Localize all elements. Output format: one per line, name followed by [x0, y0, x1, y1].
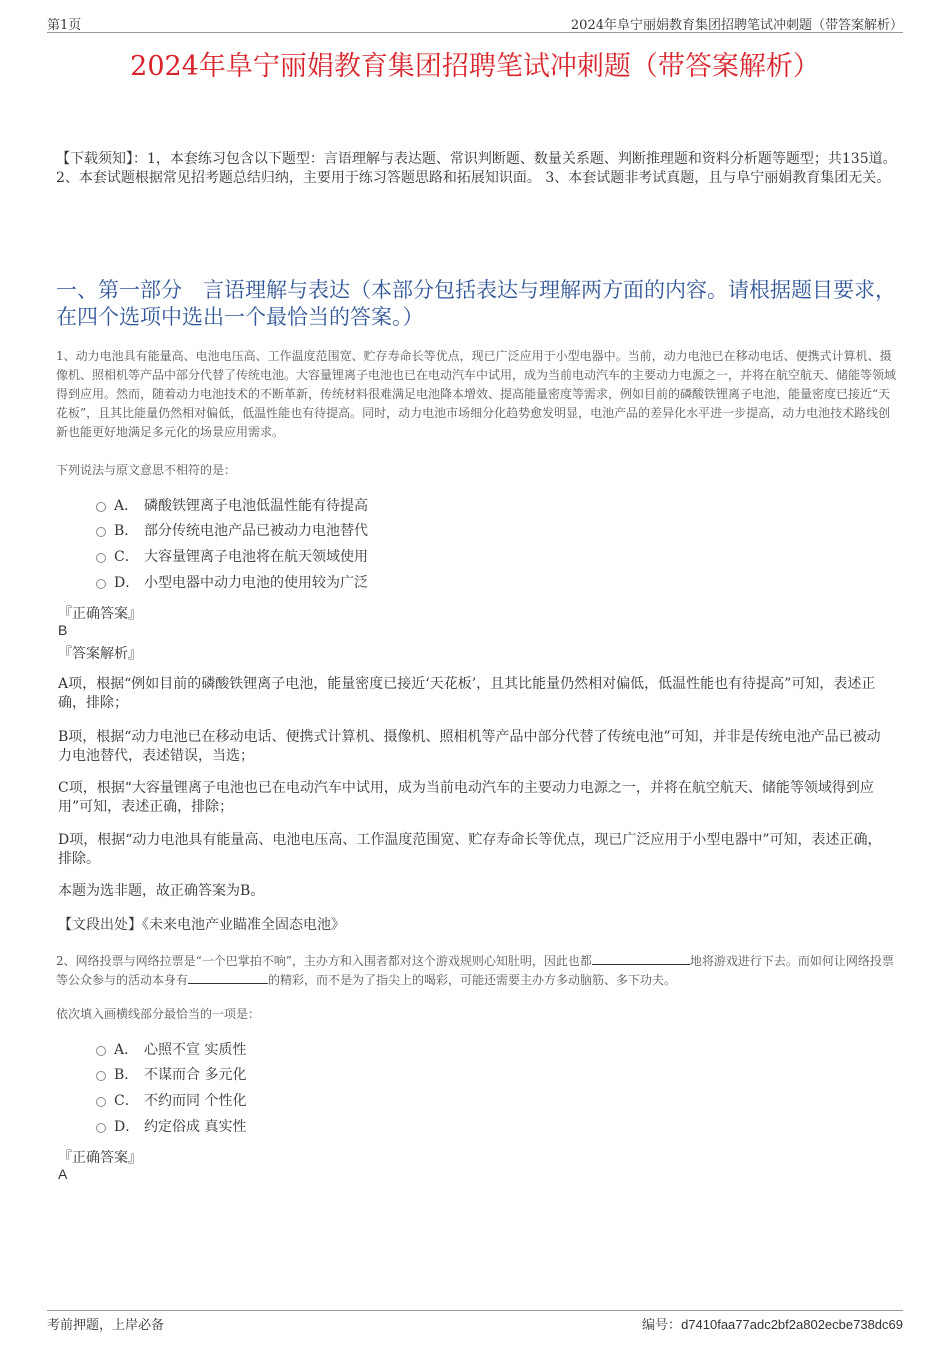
q2-passage-part3: 的精彩，而不是为了指尖上的喝彩，可能还需要主办方多动脑筋、多下功夫。 [268, 973, 677, 987]
q1-analysis-a: A项，根据“例如目前的磷酸铁锂离子电池，能量密度已接近‘天花板’，且其比能量仍然相对偏低，低温性能也有待提高”可知，表述正确，排除； [58, 676, 876, 711]
option-text: 不约而同 个性化 [144, 1093, 247, 1109]
q1-answer: B [58, 622, 68, 638]
option-text: 部分传统电池产品已被动力电池替代 [144, 523, 368, 539]
header-divider [47, 32, 903, 33]
radio-icon[interactable] [96, 1046, 106, 1056]
q1-option-b[interactable] [96, 521, 368, 541]
radio-icon[interactable] [96, 553, 106, 563]
footer-divider [47, 1310, 903, 1311]
option-text: 磷酸铁锂离子电池低温性能有待提高 [144, 498, 368, 514]
q2-option-c[interactable] [96, 1091, 246, 1111]
q2-question: 依次填入画横线部分最恰当的一项是： [56, 1007, 261, 1021]
q1-question: 下列说法与原文意思不相符的是： [56, 463, 237, 477]
option-text: 心照不宣 实质性 [144, 1042, 247, 1058]
footer-code-label: 编号： [642, 1318, 682, 1333]
option-text: 不谋而合 多元化 [144, 1067, 247, 1083]
option-letter: C． [114, 1093, 139, 1109]
radio-icon[interactable] [96, 1071, 106, 1081]
radio-icon[interactable] [96, 502, 106, 512]
option-letter: B． [114, 523, 139, 539]
option-letter: D． [114, 1119, 140, 1135]
q2-answer-label: 『正确答案』 [58, 1150, 142, 1166]
q1-answer-label: 『正确答案』 [58, 606, 142, 622]
section-heading: 一、第一部分 言语理解与表达（本部分包括表达与理解两方面的内容。请根据题目要求，在四个选项中选出一个最恰当的答案。） [56, 278, 896, 329]
q2-passage-part2: 地将游戏进行下去。而如何让网络投票等公众参与的活动本身有 [56, 954, 894, 987]
radio-icon[interactable] [96, 1097, 106, 1107]
q2-passage-part1: 2、网络投票与网络拉票是“一个巴掌拍不响”，主办方和入围者都对这个游戏规则心知肚明，因此也都 [56, 954, 592, 968]
footer-slogan: 考前押题，上岸必备 [47, 1318, 165, 1333]
radio-icon[interactable] [96, 527, 106, 537]
q2-answer: A [58, 1166, 68, 1182]
footer-code-value: d7410faa77adc2bf2a802ecbe738dc69 [681, 1317, 903, 1332]
q1-option-c[interactable] [96, 547, 368, 567]
download-notice: 【下载须知】：1，本套练习包含以下题型：言语理解与表达题、常识判断题、数量关系题、判断推理题和资料分析题等题型；共135道。 2、本套试题根据常见招考题总结归纳，主要用于练习答题思路和拓展知识面。 3、本套试题非考试真题，且与阜宁丽娟教育集团无关。 [56, 151, 897, 186]
q2-option-d[interactable] [96, 1117, 246, 1137]
q1-source: 【文段出处】《未来电池产业瞄准全固态电池》 [58, 917, 345, 933]
q1-option-d[interactable] [96, 573, 368, 593]
q2-blank-2 [188, 971, 268, 984]
q1-conclusion: 本题为选非题，故正确答案为B。 [58, 883, 265, 899]
q2-option-a[interactable] [96, 1040, 246, 1060]
option-letter: C． [114, 549, 139, 565]
option-text: 约定俗成 真实性 [144, 1119, 247, 1135]
option-text: 大容量锂离子电池将在航天领域使用 [144, 549, 368, 565]
option-letter: A． [114, 498, 139, 514]
q2-passage [56, 952, 902, 990]
q1-analysis-d: D项，根据“动力电池具有能量高、电池电压高、工作温度范围宽、贮存寿命长等优点，现已广泛应用于小型电器中”可知，表述正确，排除。 [58, 832, 882, 867]
radio-icon[interactable] [96, 579, 106, 589]
page-title: 2024年阜宁丽娟教育集团招聘笔试冲刺题（带答案解析） [130, 51, 820, 82]
q1-option-a[interactable] [96, 496, 368, 516]
radio-icon[interactable] [96, 1123, 106, 1133]
option-letter: B． [114, 1067, 139, 1083]
q1-analysis-c: C项，根据“大容量锂离子电池也已在电动汽车中试用，成为当前电动汽车的主要动力电源之一，并将在航空航天、储能等领域得到应用”可知，表述正确，排除； [58, 780, 874, 815]
header-doc-title: 2024年阜宁丽娟教育集团招聘笔试冲刺题（带答案解析） [570, 18, 903, 33]
option-letter: D． [114, 575, 140, 591]
q1-analysis-label: 『答案解析』 [58, 646, 142, 662]
option-letter: A． [114, 1042, 139, 1058]
q1-passage: 1、动力电池具有能量高、电池电压高、工作温度范围宽、贮存寿命长等优点，现已广泛应用于小型电器中。当前，动力电池已在移动电话、便携式计算机、摄像机、照相机等产品中部分代替了传统电池。大容量锂离子电池也已在电动汽车中试用，成为当前电动汽车的主要动力电源之一，并将在航空航天、储能等领域得到应用。然而，随着动力电池技术的不断革新，传统材料很难满足电池降本增效、提高能量密度等需求，例如目前的磷酸铁锂离子电池，能量密度已接近“天花板”，且其比能量仍然相对偏低，低温性能也有待提高。同时，动力电池市场细分化趋势愈发明显，电池产品的差异化水平进一步提高，动力电池技术路线创新也能更好地满足多元化的场景应用需求。 [56, 349, 897, 439]
q2-blank-1 [592, 952, 690, 965]
q1-analysis-b: B项，根据“动力电池已在移动电话、便携式计算机、摄像机、照相机等产品中部分代替了传统电池”可知，并非是传统电池产品已被动力电池替代，表述错误，当选； [58, 729, 881, 764]
q2-option-b[interactable] [96, 1065, 246, 1085]
footer-code [642, 1314, 903, 1333]
page-number: 第1页 [47, 18, 82, 33]
option-text: 小型电器中动力电池的使用较为广泛 [144, 575, 368, 591]
